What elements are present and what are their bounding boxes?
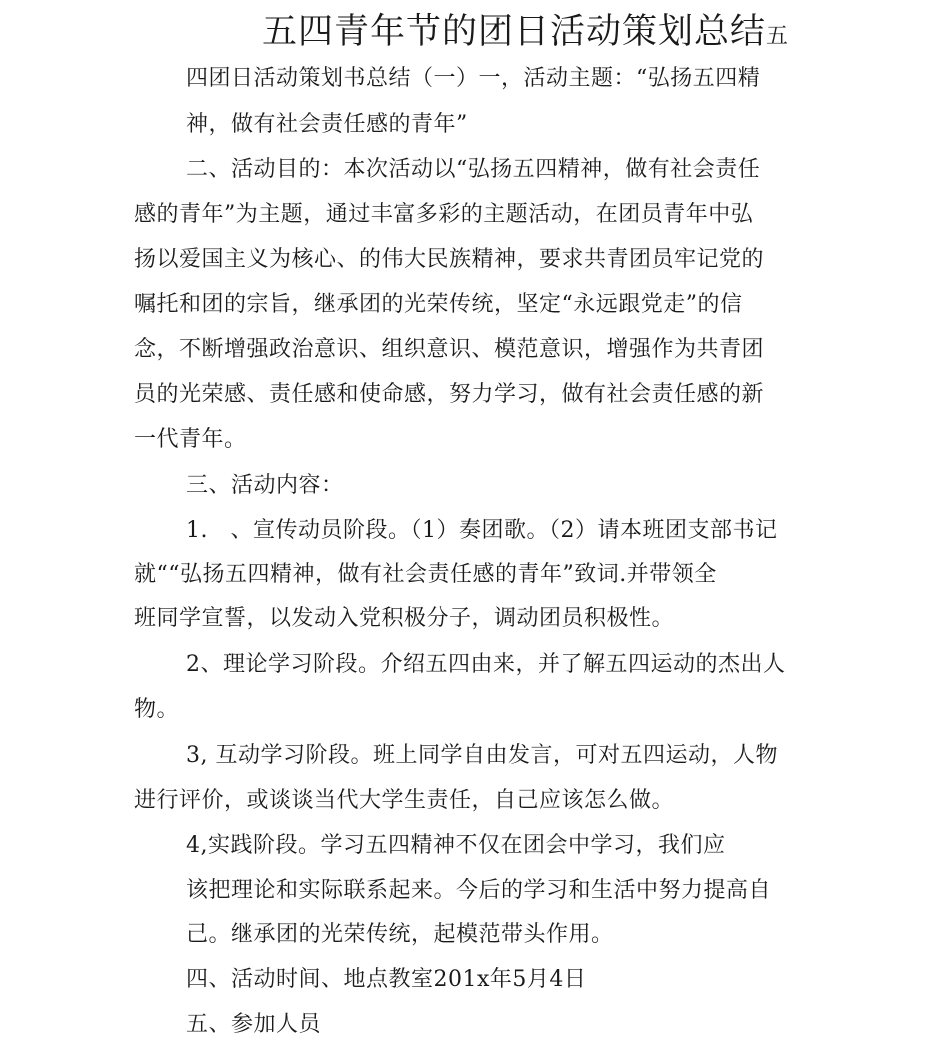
text-line: 3, 互动学习阶段。班上同学自由发言，可对五四运动，人物 — [186, 743, 778, 768]
text-line: 念，不断增强政治意识、组织意识、模范意识，增强作为共青团 — [134, 337, 765, 362]
text-line: 二、活动目的：本次活动以“弘扬五四精神，做有社会责任 — [186, 157, 761, 182]
text-line: 班同学宣誓，以发动入党积极分子，调动团员积极性。 — [134, 606, 675, 631]
text-line: 2、理论学习阶段。介绍五四由来，并了解五四运动的杰出人 — [186, 652, 786, 677]
title-tail: 五 — [766, 24, 789, 49]
text-line: 员的光荣感、责任感和使命感，努力学习，做有社会责任感的新 — [134, 382, 765, 407]
text-line: 己。继承团的光荣传统，起模范带头作用。 — [186, 922, 614, 947]
document-title: 五四青年节的团日活动策划总结 — [262, 12, 767, 52]
text-line: 就““弘扬五四精神，做有社会责任感的青年”致词.并带领全 — [134, 562, 717, 587]
text-line: 扬以爱国主义为核心、的伟大民族精神，要求共青团员牢记党的 — [134, 247, 765, 272]
text-line: 1. 、宣传动员阶段。（1）奏团歌。（2）请本班团支部书记 — [186, 518, 778, 543]
title-row — [262, 4, 788, 54]
text-line: 四团日活动策划书总结（一）一，活动主题：“弘扬五四精 — [186, 66, 761, 91]
text-line: 一代青年。 — [134, 427, 247, 452]
text-line: 三、活动内容： — [186, 473, 344, 498]
text-line: 嘱托和团的宗旨，继承团的光荣传统，坚定“永远跟党走”的信 — [134, 292, 743, 317]
text-line: 神，做有社会责任感的青年” — [186, 112, 468, 137]
text-line: 进行评价，或谈谈当代大学生责任，自己应该怎么做。 — [134, 788, 675, 813]
text-line: 物。 — [134, 697, 180, 722]
text-line: 四、活动时间、地点教室201x年5月4日 — [186, 967, 587, 992]
text-line: 感的青年”为主题，通过丰富多彩的主题活动，在团员青年中弘 — [134, 202, 754, 227]
text-line: 五、参加人员 — [186, 1012, 322, 1037]
text-line: 该把理论和实际联系起来。今后的学习和生活中努力提高自 — [186, 878, 772, 903]
text-line: 4,实践阶段。学习五四精神不仅在团会中学习，我们应 — [186, 833, 726, 858]
